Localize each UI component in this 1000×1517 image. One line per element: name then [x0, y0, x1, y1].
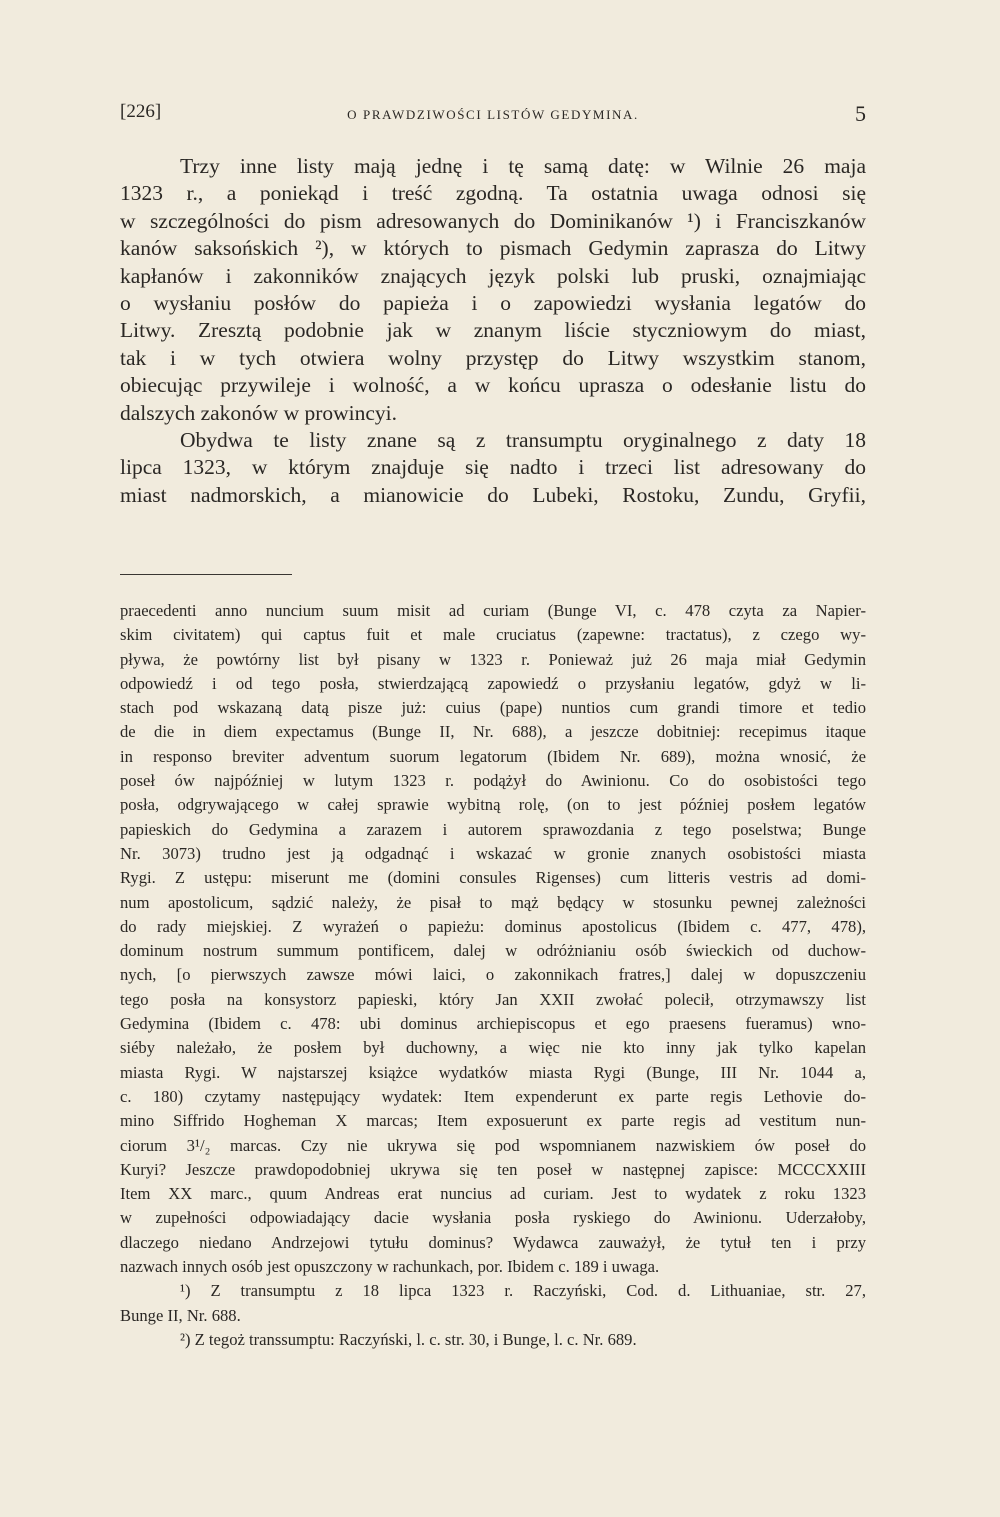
note-line: siéby należało, że posłem był duchowny, a więc nie kto inny jak tylko kapelan [120, 1038, 866, 1058]
text-line: kapłanów i zakonników znających język polski lub pruski, oznajmiając [120, 263, 866, 288]
note-line: praecedenti anno nuncium suum misit ad curiam (Bunge VI, c. 478 czyta za Napier- [120, 601, 866, 620]
text-line: Litwy. Zresztą podobnie jak w znanym liście styczniowym do miast, [120, 318, 866, 343]
footnote-separator [120, 574, 292, 575]
note-line: Nr. 3073) trudno jest ją odgadnąć i wskazać w gronie znanych osobistości miasta [120, 843, 866, 863]
text-line: lipca 1323, w którym znajduje się nadto i trzeci list adresowany do [120, 455, 866, 480]
note-line: stach pod wskazaną datą pisze już: cuius (pape) nuntios cum grandi timore et tedio [120, 698, 866, 718]
note-line: dominum nostrum summum pontificem, dalej w odróżnianiu osób świeckich od duchow- [120, 941, 866, 961]
note-line: de die in diem expectamus (Bunge II, Nr. 688), a jeszcze dobitniej: recepimus itaque [120, 722, 866, 742]
running-title: O PRAWDZIWOŚCI LISTÓW GEDYMINA. [347, 107, 639, 122]
text-line: obiecując przywileje i wolność, a w końcu uprasza o odesłanie listu do [120, 373, 866, 398]
note-line: do rady miejskiej. Z wyrażeń o papieżu: dominus apostolicus (Ibidem c. 477, 478), [120, 916, 866, 936]
note-line: skim civitatem) qui captus fuit et male cruciatus (zapewne: tractatus), z czego wy- [120, 625, 866, 645]
note-line: c. 180) czytamy następujący wydatek: Item expenderunt ex parte regis Lethovie do- [120, 1086, 866, 1106]
note-line: num apostolicum, sądzić należy, że pisał to mąż będący w stosunku pewnej zależności [120, 892, 866, 912]
text-line: kanów saksońskich ²), w których to pismach Gedymin zaprasza do Litwy [120, 236, 866, 261]
page-number: 5 [855, 101, 866, 126]
note-line: tego posła na konsystorz papieski, który Jan XXII zwołać polecił, otrzymawszy list [120, 989, 866, 1009]
text-line: miast nadmorskich, a mianowicie do Lubeki, Rostoku, Zundu, Gryfii, [120, 482, 866, 507]
running-header [120, 97, 866, 133]
bracket-page-number: [226] [120, 101, 162, 122]
note-line: miasta Rygi. W najstarszej książce wydatków miasta Rygi (Bunge, III Nr. 1044 a, [120, 1062, 866, 1082]
note-line: Kuryi? Jeszcze prawdopodobniej ukrywa się ten poseł w następnej zapisce: MCCCXXIII [120, 1159, 866, 1179]
note-line: mino Siffrido Hogheman X marcas; Item exposuerunt ex parte regis ad vestitum nun- [120, 1111, 866, 1131]
text-line: Obydwa te listy znane są z transumptu oryginalnego z daty 18 [180, 428, 866, 453]
footnote-1 [120, 1279, 866, 1328]
note-line: dlaczego niedano Andrzejowi tytułu dominus? Wydawca zauważył, że tytuł ten i przy [120, 1232, 866, 1252]
note-line: Gedymina (Ibidem c. 478: ubi dominus archiepiscopus et ego praesens fueramus) wno- [120, 1014, 866, 1034]
text-line: dalszych zakonów w prowincyi. [120, 400, 398, 425]
text-line: w szczególności do pism adresowanych do Dominikanów ¹) i Franciszkanów [120, 208, 866, 233]
note-line: w zupełności odpowiadający dacie wysłania posła ryskiego do Awinionu. Uderzałoby, [120, 1208, 866, 1228]
text-line: Trzy inne listy mają jednę i tę samą datę: w Wilnie 26 maja [180, 154, 866, 178]
note-line: ²) Z tegoż transsumptu: Raczyński, l. c. str. 30, i Bunge, l. c. Nr. 689. [180, 1329, 637, 1349]
note-line: nazwach innych osób jest opuszczony w rachunkach, por. Ibidem c. 189 i uwaga. [120, 1257, 660, 1277]
note-line: poseł ów najpóźniej w lutym 1323 r. podążył do Awinionu. Co do osobistości tego [120, 771, 866, 791]
text-line: 1323 r., a poniekąd i treść zgodną. Ta ostatnia uwaga odnosi się [120, 181, 866, 206]
footnote-2 [120, 1328, 866, 1352]
note-line: Bunge II, Nr. 688. [120, 1305, 241, 1325]
note-line: papieskich do Gedymina a zarazem i autorem sprawozdania z tego poselstwa; Bunge [120, 819, 866, 839]
note-line: pływa, że powtórny list był pisany w 1323 r. Ponieważ już 26 maja miał Gedymin [120, 649, 866, 669]
note-line: ¹) Z transumptu z 18 lipca 1323 r. Raczyński, Cod. d. Lithuaniae, str. 27, [180, 1281, 866, 1301]
note-line: Rygi. Z ustępu: miserunt me (domini consules Rigenses) cum litteris vestris ad domi- [120, 868, 866, 888]
text-line: tak i w tych otwiera wolny przystęp do Litwy wszystkim stanom, [120, 345, 866, 370]
note-line: ciorum 3¹/₂ marcas. Czy nie ukrywa się pod wspomnianem nazwiskiem ów poseł do [120, 1135, 866, 1155]
body-text [120, 153, 866, 509]
note-line: in responso breviter adventum suorum legatorum (Ibidem Nr. 689), można wnosić, że [120, 746, 866, 766]
note-line: nych, [o pierwszych zawsze mówi laici, o zakonnikach fratres,] dalej w dopuszczeniu [120, 965, 866, 985]
text-line: o wysłaniu posłów do papieża i o zapowiedzi wysłania legatów do [120, 291, 866, 316]
footnotes [120, 599, 866, 1352]
note-line: Item XX marc., quum Andreas erat nuncius ad curiam. Jest to wydatek z roku 1323 [120, 1184, 866, 1204]
footnote-continuation [120, 599, 866, 1279]
note-line: posła, odgrywającego w całej sprawie wybitną rolę, (on to jest później posłem legatów [120, 795, 866, 815]
note-line: odpowiedź i od tego posła, stwierdzającą zapowiedź o przysłaniu legatów, gdyż w li- [120, 673, 866, 693]
